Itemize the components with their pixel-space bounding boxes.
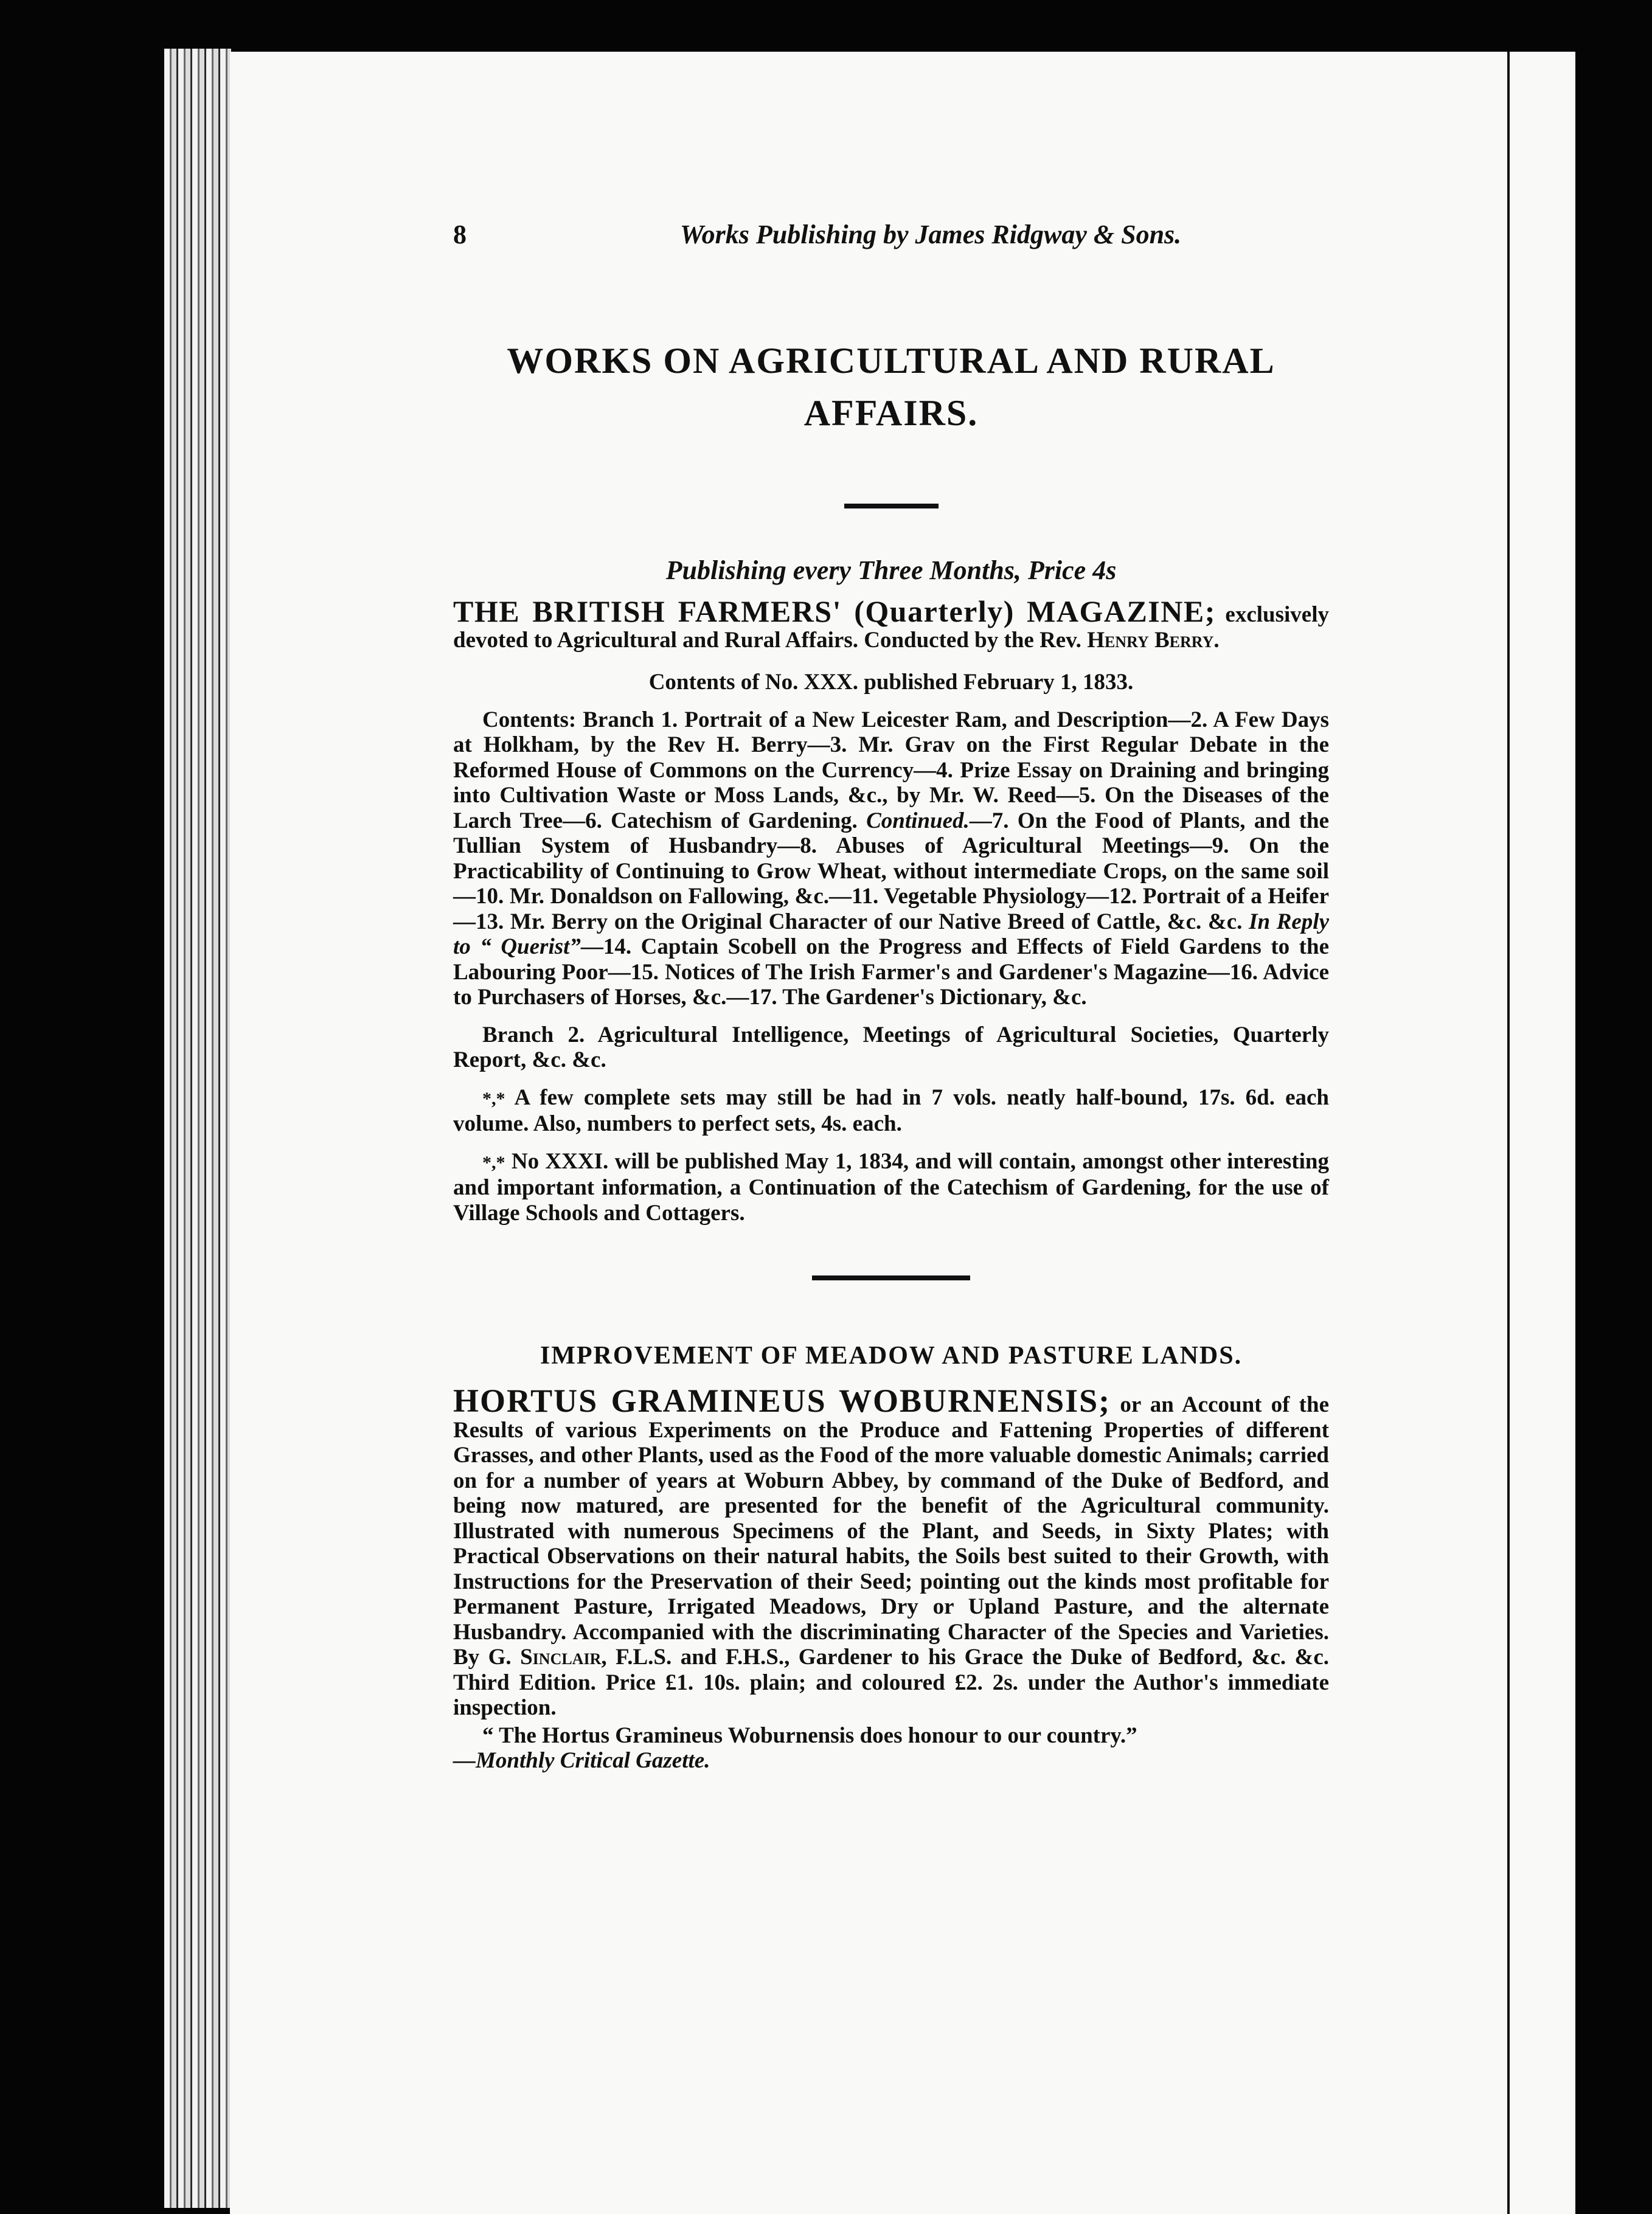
section-title-meadow: IMPROVEMENT OF MEADOW AND PASTURE LANDS. xyxy=(540,1342,1243,1370)
book-description: , F.L.S. and F.H.S., Gardener to his Grace the Duke of Bedford, &c. &c. Third Edition. Price £1. 10s. plain; and coloured £2. 2s. under the Author's immediate inspection. xyxy=(453,1645,1329,1720)
hortus-entry xyxy=(453,1383,1329,1721)
magazine-title: THE BRITISH FARMERS' (Quarterly) MAGAZINE; xyxy=(453,594,1216,628)
facing-page-edge xyxy=(1502,52,1575,2214)
contents-branch-2: Branch 2. Agricultural Intelligence, Meetings of Agricultural Societies, Quarterly Report, &c. &c. xyxy=(453,1022,1329,1072)
contents-text: —14. Captain Scobell on the Progress and Effects of Field Gardens to the Labouring Poor—15. Notices of The Irish Farmer's and Gardener's Magazine—16. Advice to Purchasers of Horses, &c.—17. The Gardener's Dictionary, &c. xyxy=(453,934,1330,1010)
contents-continued: Continued. xyxy=(866,808,970,833)
magazine-description: exclusively devoted to Agricultural and Rural Affairs. Conducted by the Rev. xyxy=(453,602,1329,653)
section-title-agricultural: WORKS ON AGRICULTURAL AND RURAL AFFAIRS. xyxy=(507,341,1275,433)
note-text: No XXXI. will be published May 1, 1834, and will contain, amongst other interesting and important information, a Continuation of the Catechism of Gardening, for the use of Village Schools and Cottagers. xyxy=(453,1148,1329,1226)
asterism-icon: *,* xyxy=(482,1152,505,1173)
running-title: Works Publishing by James Ridgway & Sons. xyxy=(679,220,1182,249)
asterism-icon: *,* xyxy=(482,1088,505,1109)
note-next-issue xyxy=(453,1149,1329,1226)
book-page-edges xyxy=(164,49,231,2208)
publishing-note: Publishing every Three Months, Price 4s xyxy=(665,555,1117,585)
page-number: 8 xyxy=(453,220,467,249)
author-name: Sinclair xyxy=(520,1645,602,1670)
note-text: A few complete sets may still be had in 7 vols. neatly half-bound, 17s. 6d. each volume. Also, numbers to perfect sets, 4s. each. xyxy=(453,1084,1329,1136)
review-quote: “ The Hortus Gramineus Woburnensis does honour to our country.” xyxy=(482,1723,1137,1748)
review-source: —Monthly Critical Gazette. xyxy=(453,1748,710,1773)
magazine-entry xyxy=(453,594,1329,653)
note-complete-sets xyxy=(453,1085,1329,1137)
divider-rule xyxy=(844,504,939,508)
running-head xyxy=(453,219,1329,262)
contents-heading: Contents of No. XXX. published February 1, 1833. xyxy=(648,670,1134,695)
page-content xyxy=(453,219,1329,1774)
contents-reply: In Reply to “ Querist” xyxy=(453,909,1330,959)
divider-rule xyxy=(812,1275,970,1280)
contents-text: —7. On the Food of Plants, and the Tullian System of Husbandry—8. Abuses of Agricultural Meetings—9. On the Practicability of Continuing to Grow Wheat, without intermediate Crops, on the same soil—10. Mr. Donaldson on Fallowing, &c.—11. Vegetable Physiology—12. Portrait of a Heifer—13. Mr. Berry on the Original Character of our Native Breed of Cattle, &c. &c. xyxy=(453,808,1329,934)
contents-text: Contents: Branch 1. Portrait of a New Leicester Ram, and Description—2. A Few Days at Holkham, by the Rev H. Berry—3. Mr. Grav on the First Regular Debate in the Reformed House of Commons on the Currency—4. Prize Essay on Draining and bringing into Cultivation Waste or Moss Lands, &c., by Mr. W. Reed—5. On the Diseases of the Larch Tree—6. Catechism of Gardening. xyxy=(453,707,1329,833)
gutter-line xyxy=(1507,52,1510,2214)
book-description: or an Account of the Results of various Experiments on the Produce and Fattening Properties of different Grasses, and other Plants, used as the Food of the more valuable domestic Animals; carried on for a number of years at Woburn Abbey, by command of the Duke of Bedford, and being now matured, are presented for the benefit of the Agricultural community. Illustrated with numerous Specimens of the Plant, and Seeds, in Sixty Plates; with Practical Observations on their natural habits, the Soils best suited to their Growth, with Instructions for the Preservation of their Seed; pointing out the kinds most profitable for Permanent Pasture, Irrigated Meadows, Dry or Upland Pasture, and the alternate Husbandry. Accompanied with the discriminating Character of the Species and Varieties. By G. xyxy=(453,1392,1329,1670)
contents-branch-1 xyxy=(453,707,1329,1010)
editor-name: Henry Berry. xyxy=(1087,627,1220,653)
book-title: HORTUS GRAMINEUS WOBURNENSIS; xyxy=(453,1383,1111,1419)
